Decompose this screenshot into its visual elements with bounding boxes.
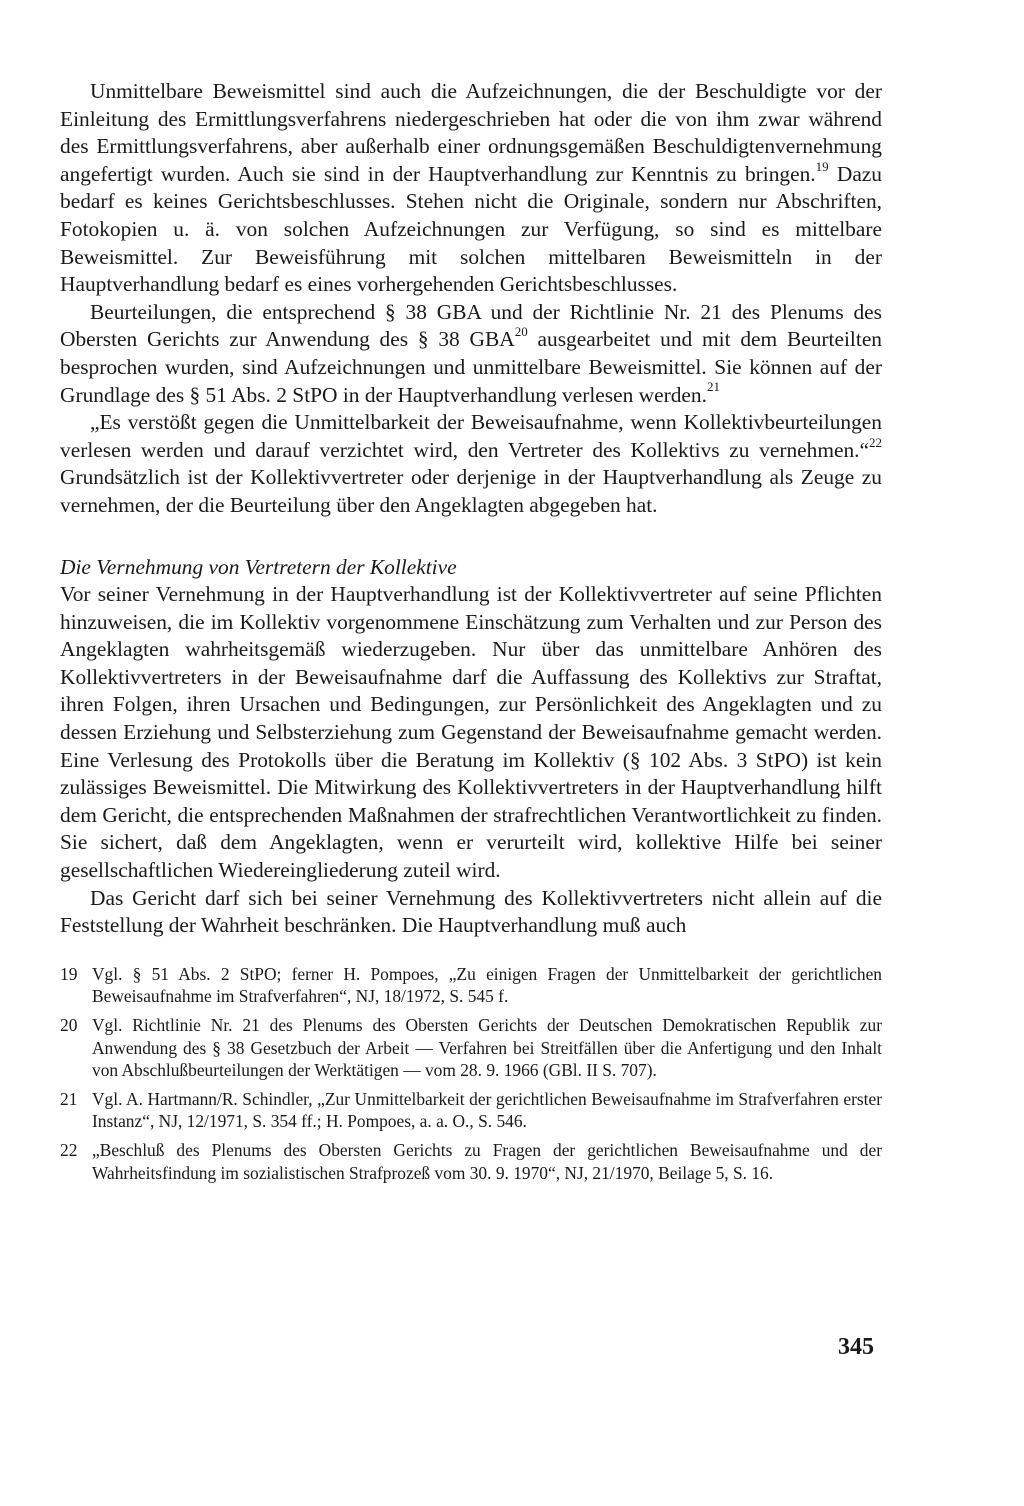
paragraph-text: Grundsätzlich ist der Kollektivvertreter oder derjenige in der Hauptverhandlung als Zeuge zu vernehmen, der die Beurteilung über den Angeklagten abgegeben hat.	[60, 465, 882, 517]
paragraph: Vor seiner Vernehmung in der Hauptverhandlung ist der Kollektivvertreter auf seine Pflichten hinzuweisen, die im Kollektiv vorgenommene Einschätzung zum Verhalten und zur Person des Angeklagten wahrheitsgemäß wiederzugeben. Nur über das unmittelbare Anhören des Kollektivvertreters in der Beweisaufnahme darf die Auffassung des Kollektivs zur Straftat, ihren Folgen, ihren Ursachen und Bedingungen, zur Persönlichkeit des Angeklagten und zu dessen Erziehung und Selbsterziehung zum Gegenstand der Beweisaufnahme gemacht werden. Eine Verlesung des Protokolls über die Beratung im Kollektiv (§ 102 Abs. 3 StPO) ist kein zulässiges Beweismittel. Die Mitwirkung des Kollektivvertreters in der Hauptverhandlung hilft dem Gericht, die entsprechenden Maßnahmen der strafrechtlichen Verantwortlichkeit zu finden. Sie sichert, daß dem Angeklagten, wenn er verurteilt wird, kollektive Hilfe bei seiner gesellschaftlichen Wiedereingliederung zuteil wird.	[60, 582, 882, 883]
footnote-number: 22	[60, 1139, 78, 1160]
paragraph-text: Unmittelbare Beweismittel sind auch die Aufzeichnungen, die der Beschuldigte vor der Einleitung des Ermittlungsverfahrens niedergeschrieben hat oder die von ihm zwar während des Ermittlungsverfahrens, aber außerhalb einer ordnungsgemäßen Beschuldigtenvernehmung angefertigt wurden. Auch sie sind in der Hauptverhandlung zur Kenntnis zu bringen.	[60, 79, 882, 186]
paragraph-text: Dazu bedarf es keines Gerichtsbeschlusses. Stehen nicht die Originale, sondern nur Abschriften, Fotokopien u. ä. von solchen Aufzeichnungen zur Verfügung, so sind es mittelbare Beweismittel. Zur Beweisführung mit solchen mittelbaren Beweismitteln in der Hauptverhandlung bedarf es eines vorhergehenden Gerichtsbeschlusses.	[60, 161, 883, 297]
body-text	[60, 78, 882, 940]
footnote-ref: 20	[514, 324, 528, 340]
footnote-text: Vgl. Richtlinie Nr. 21 des Plenums des Obersten Gerichts der Deutschen Demokratischen Republik zur Anwendung des § 38 Gesetzbuch der Arbeit — Verfahren bei Streitfällen über die Anfertigung und den Inhalt von Abschlußbeurteilungen der Werktätigen — vom 28. 9. 1966 (GBl. II S. 707).	[92, 1015, 882, 1081]
footnote-text: „Beschluß des Plenums des Obersten Gerichts zu Fragen der gerichtlichen Beweisaufnahme und der Wahrheitsfindung im sozialistischen Strafprozeß vom 30. 9. 1970“, NJ, 21/1970, Beilage 5, S. 16.	[92, 1139, 882, 1183]
footnote	[60, 963, 882, 1008]
page-number: 345	[838, 1334, 874, 1360]
section-heading: Die Vernehmung von Vertretern der Kollektive	[60, 554, 457, 579]
paragraph	[60, 299, 882, 409]
paragraph	[60, 78, 882, 299]
paragraph-text: Beurteilungen, die entsprechend § 38 GBA und der Richtlinie Nr. 21 des Plenums des Obersten Gerichts zur Anwendung des § 38 GBA	[60, 299, 882, 352]
footnote-number: 20	[60, 1015, 78, 1035]
footnote-text: Vgl. A. Hartmann/R. Schindler, „Zur Unmittelbarkeit der gerichtlichen Beweisaufnahme im Strafverfahren erster Instanz“, NJ, 12/1971, S. 354 ff.; H. Pompoes, a. a. O., S. 546.	[92, 1088, 882, 1132]
footnote-ref: 21	[706, 379, 720, 395]
footnote-text: Vgl. § 51 Abs. 2 StPO; ferner H. Pompoes, „Zu einigen Fragen der Unmittelbarkeit der gerichtlichen Beweisaufnahme im Strafverfahren“, NJ, 18/1972, S. 545 f.	[92, 963, 882, 1007]
footnote	[60, 1088, 882, 1133]
footnote	[60, 1139, 882, 1184]
paragraph-text: „Es verstößt gegen die Unmittelbarkeit der Beweisaufnahme, wenn Kollektivbeurteilungen verlesen werden und darauf verzichtet wird, den Vertreter des Kollektivs zu vernehmen.“	[60, 410, 882, 462]
footnotes	[60, 963, 882, 1184]
footnote	[60, 1014, 882, 1082]
footnote-ref: 22	[869, 434, 882, 450]
page-content	[60, 78, 882, 1190]
footnote-number: 21	[60, 1088, 78, 1109]
footnote-ref: 19	[815, 158, 829, 174]
paragraph-text: ausgearbeitet und mit dem Beurteilten besprochen wurden, sind Aufzeichnungen und unmittelbare Beweismittel. Sie können auf der Grundlage des § 51 Abs. 2 StPO in der Hauptverhandlung verlesen werden.	[60, 327, 883, 407]
footnote-number: 19	[60, 963, 78, 984]
paragraph	[60, 409, 882, 519]
paragraph: Das Gericht darf sich bei seiner Vernehmung des Kollektivvertreters nicht allein auf die Feststellung der Wahrheit beschränken. Die Hauptverhandlung muß auch	[60, 885, 882, 938]
